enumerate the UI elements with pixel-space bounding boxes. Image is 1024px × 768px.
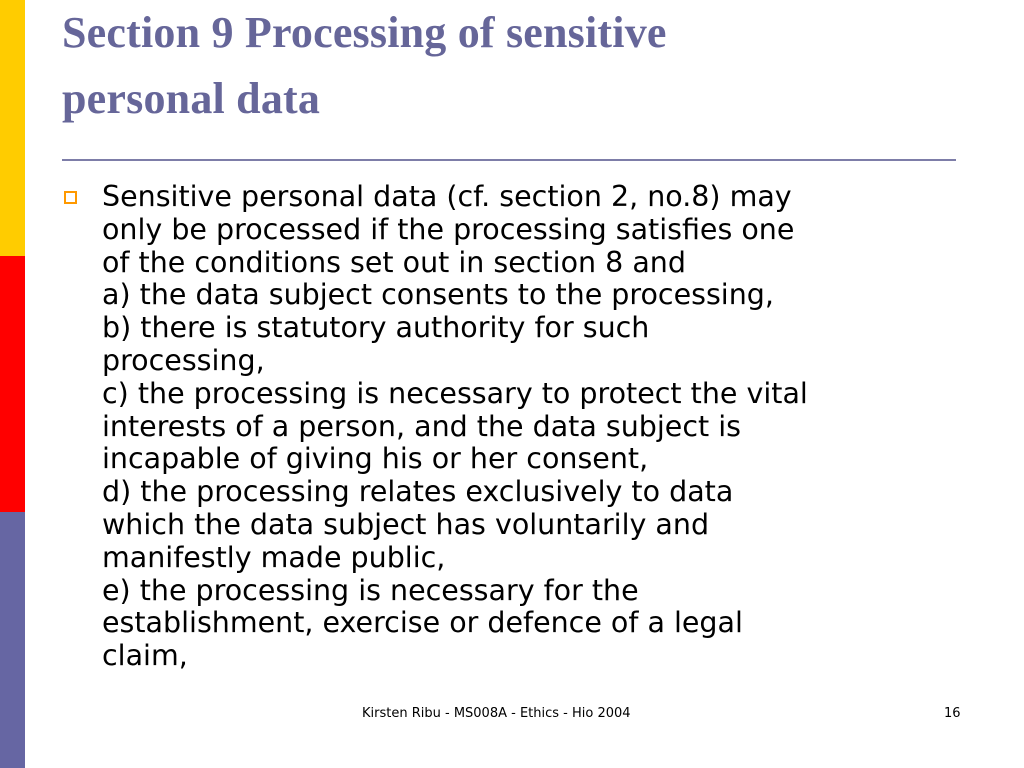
- bullet-line: processing,: [102, 343, 265, 377]
- side-bar-red: [0, 256, 25, 512]
- square-bullet-icon: [64, 191, 77, 204]
- page-number: 16: [944, 706, 961, 721]
- bullet-text: [102, 181, 972, 673]
- bullet-line: Sensitive personal data (cf. section 2, no.8) may: [102, 180, 792, 213]
- bullet-line: only be processed if the processing satisfies one: [102, 212, 795, 246]
- slide-title: [62, 0, 962, 132]
- bullet-line: of the conditions set out in section 8 and: [102, 245, 686, 279]
- bullet-line: a) the data subject consents to the processing,: [102, 278, 774, 312]
- side-bar-yellow: [0, 0, 25, 256]
- bullet-line: b) there is statutory authority for such: [102, 311, 650, 345]
- bullet-line: claim,: [102, 639, 188, 673]
- title-line-2: personal data: [62, 74, 321, 123]
- side-bar-blue: [0, 512, 25, 768]
- bullet-line: incapable of giving his or her consent,: [102, 442, 649, 476]
- bullet-line: which the data subject has voluntarily and: [102, 507, 710, 541]
- title-line-1: Section 9 Processing of sensitive: [62, 8, 667, 57]
- bullet-line: c) the processing is necessary to protect the vital: [102, 376, 808, 410]
- bullet-line: manifestly made public,: [102, 540, 446, 574]
- bullet-line: e) the processing is necessary for the: [102, 573, 639, 607]
- footer-credit: Kirsten Ribu - MS008A - Ethics - Hio 2004: [362, 706, 631, 721]
- bullet-line: establishment, exercise or defence of a legal: [102, 606, 743, 640]
- title-divider: [62, 159, 956, 161]
- bullet-line: d) the processing relates exclusively to data: [102, 475, 734, 509]
- bullet-line: interests of a person, and the data subject is: [102, 409, 741, 443]
